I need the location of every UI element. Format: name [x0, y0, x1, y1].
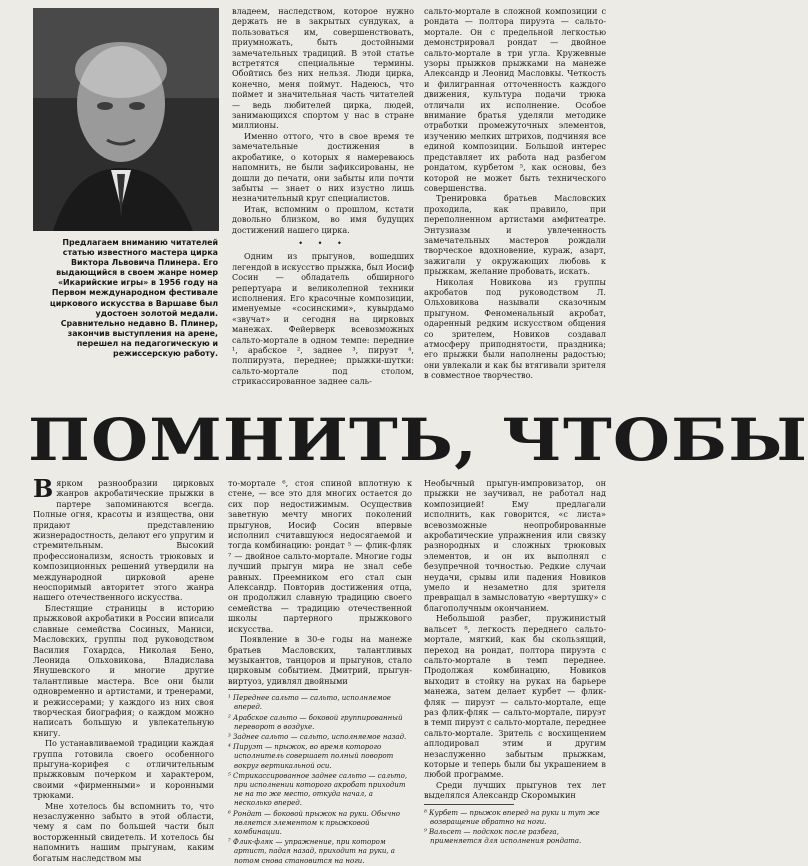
top-column-2 — [232, 6, 414, 400]
footnotes — [228, 694, 412, 866]
drop-cap: В — [33, 474, 54, 503]
footnotes — [424, 809, 606, 847]
paragraph: ярком разнообразии цирковых жанров акробатические прыжки в партере запоминаются всегда. Полные огня, красоты и изящества, они придают представлению жизнерадостность, делают его упругим и стремительным. Высокий профессионализм, ясность трюковых и композиционных решений утвердили на международной цирковой арене неоспоримый авторитет этого жанра нашего отечественного искусства. — [33, 478, 214, 603]
footnote: ¹ Переднее сальто — сальто, исполняемое вперед. — [228, 694, 391, 712]
paragraph: Необычный прыгун-импровизатор, он прыжки не заучивал, не работал над композицией! Ему предлагали исполнить, как говорится, «с листа» всевозможные неопробированные акробатические упражнения или связку разнородных и сложных трюковых элементов, и он их выполнял с безупречной точностью. Редкие случаи неудачи, срывы или падения Новиков умело и незаметно для зрителя превращал в замысловатую «вертушку» с благополучным окончанием. — [424, 478, 606, 613]
paragraph: Появление в 30-е годы на манеже братьев Масловских, талантливых музыкантов, танцоров и прыгунов, стало цирковым событием. Дмитрий, прыгун-виртуоз, удивлял двойными — [228, 634, 412, 686]
footnote: ³ Заднее сальто — сальто, исполняемое назад. — [228, 732, 407, 741]
paragraph: По устанавливаемой традиции каждая группа готовила своего особенного прыгуна-корифея с отличительным прыжковым почерком и характером, своими «фирменными» и коронными трюками. — [33, 738, 214, 801]
footnote: ⁶ Рондат — боковой прыжок на руки. Обычно является элементом к прыжковой комбинации. — [228, 809, 401, 836]
portrait-icon — [33, 8, 219, 231]
section-separator: • • • — [298, 237, 348, 248]
paragraph: Блестящие страницы в историю прыжковой акробатики в России вписали славные семейства Сосиных, Маниси, Масловских, группы под руководством Василия Гохардса, Николая Бено, Леонида Ольховикова, Владислава Янушевского и многие другие талантливые мастера. Все они были одновременно и артистами, и тренерами, и режиссерами; у каждого из них своя творческая биография; о каждом можно написать большую и увлекательную книгу. — [33, 602, 214, 738]
footnote: ⁴ Пируэт — прыжок, во время которого исполнитель совершает полный поворот вокруг вертикальной оси. — [228, 743, 394, 770]
paragraph: Итак, вспомним о прошлом, кстати довольно близком, во имя будущих достижений нашего цирка. — [232, 203, 414, 235]
bottom-column-2 — [228, 478, 412, 865]
paragraph: владеем, наследством, которое нужно держать не в закрытых сундуках, а пользоваться им, совершенствовать, приумножать, быть достойными замечательных традиций. В этой статье встретятся специальные термины. Обойтись без них нельзя. Люди цирка, конечно, меня поймут. Надеюсь, что поймет и значительная часть читателей — ведь любителей цирка, людей, занимающихся спортом у нас в стране миллионы. — [232, 6, 414, 131]
footnote: ⁷ Флик-фляк — упражнение, при котором артист, падая назад, приходит на руки, а потом снова становится на ноги. — [228, 838, 395, 865]
paragraph: сальто-мортале в сложной композиции с рондата — полтора пируэта — сальто-мортале. Он с предельной легкостью демонстрировал рондат — двойное сальто-мортале в три угла. Кружевные узоры прыжков прыжками на манеже Александр и Леонид Масловкы. Четкость и филигранная отточенность каждого движения, культура подачи трюка отличали их исполнение. Особое внимание братья уделяли методике отработки промежуточных элементов, изучению мелких штрихов, подчиняя все единой композиции. Большой интерес представляет их работа над разбегом рондатом, курбетом ⁵, как основы, без которой не может быть технического совершенства. — [424, 6, 606, 193]
article-title: ПОМНИТЬ, ЧТОБЫ — [28, 406, 808, 474]
top-column-3 — [424, 6, 606, 400]
paragraph: Одним из прыгунов, вошедших легендой в искусство прыжка, был Иосиф Сосин — обладатель обширного репертуара и великолепной техники исполнения. Его красочные композиции, именуемые «сосинскими», кувырдамо «звучат» и сегодня на цирковых манежах. Фейерверк всевозможных сальто-мортале в одном темпе: передние ¹, арабское ², заднее ³, пируэт ⁴, полпируэта, переднее; прыжки-шутки: сальто-мортале под столом, стрикассированное заднее саль- — [232, 251, 414, 387]
photo-caption: Предлагаем вниманию читателей статью известного мастера цирка Виктора Львовича Плинера. Его выдающийся в своем жанре номер «Икарийские игры» в 1956 году на Первом международном фестивале циркового искусства в Варшаве был удостоен золотой медали. Сравнительно недавно В. Плинер, закончив выступления на арене, перешел на педагогическую и режиссерскую работу. — [49, 238, 218, 359]
footnote: ⁵ Стрикассированное заднее сальто — сальто, при исполнении которого акробат приходит не на то же место, откуда начал, а несколько вперед. — [228, 771, 408, 808]
footnote: ² Арабское сальто — боковой группированный переворот в воздухе. — [228, 713, 403, 731]
paragraph: Среди лучших прыгунов тех лет выделялся Александр Скоромыкин — [424, 779, 606, 801]
footnote: ⁸ Курбет — прыжок вперед на руки и тут же возвращение обратно на ноги. — [424, 808, 600, 826]
portrait-photo — [33, 8, 219, 231]
paragraph: Николая Новикова из группы акробатов под руководством Л. Ольховикова называли сказочным прыгуном. Феноменальный акробат, одаренный редким искусством общения со зрителем, Новиков создавал атмосферу приподнятости, праздника; его прыжки были наполнены радостью; они увлекали и как бы втягивали зрителя в совместное творчество. — [424, 276, 606, 381]
bottom-column-1 — [33, 474, 214, 863]
bottom-column-3 — [424, 478, 606, 846]
paragraph: то-мортале ⁶, стоя спиной вплотную к стене, — все это для многих остается до сих пор недостижимым. Осуществив заветную мечту многих поколений прыгунов, Иосиф Сосин впервые исполнил считавшуюся недосягаемой и тогда комбинацию: рондат ⁵ — флик-фляк ⁷ — двойное сальто-мортале. Многие годы лучший прыгун мира не знал себе равных. Преемником его стал сын Александр. Повторив достижения отца, он продолжил славную традицию своего семейства — традицию отечественной школы партерного прыжкового искусства. — [228, 478, 412, 634]
footnote-divider — [228, 689, 318, 690]
paragraph: Мне хотелось бы вспомнить то, что незаслуженно забыто в этой области, чему я сам по большей части был восторженный свидетель. И хотелось бы напомнить нашим прыгунам, каким богатым наследством мы — [33, 800, 214, 863]
footnote-divider — [424, 804, 514, 805]
paragraph: Небольшой разбег, пружинистый вальсет ⁸, легкость переднего сальто-мортале, мягкий, как бы скользящий, переход на рондат, полтора пируэта с сальто-мортале в темп переднее. Продолжая комбинацию, Новиков выходит в стойку на руках на барьере манежа, затем делает курбет — флик-фляк — пируэт — сальто-мортале, еще раз флик-фляк — сальто-мортале, пируэт в темп пируэт с сальто-мортале, переднее сальто-мортале. Зритель с восхищением аплодировал этим и другим незаслуженно забытым прыжкам, которые и теперь были бы украшением в любой программе. — [424, 613, 606, 780]
footnote: ⁹ Вальсет — подскок после разбега, применяется для исполнения рондата. — [424, 828, 582, 846]
paragraph: Именно оттого, что в свое время те замечательные достижения в акробатике, о которых я намереваюсь напомнить, не были зафиксированы, не дошли до печати, они забыты или почти забыты — знает о них изустно лишь незначительный круг специалистов. — [232, 130, 414, 204]
paragraph: Тренировка братьев Масловских проходила, как правило, при переполненном артистами амфитеатре. Энтузиазм и увлеченность замечательных мастеров рождали творческое вдохновение, кураж, азарт, зажигали у окружающих любовь к прыжкам, желание пробовать, искать. — [424, 193, 606, 277]
